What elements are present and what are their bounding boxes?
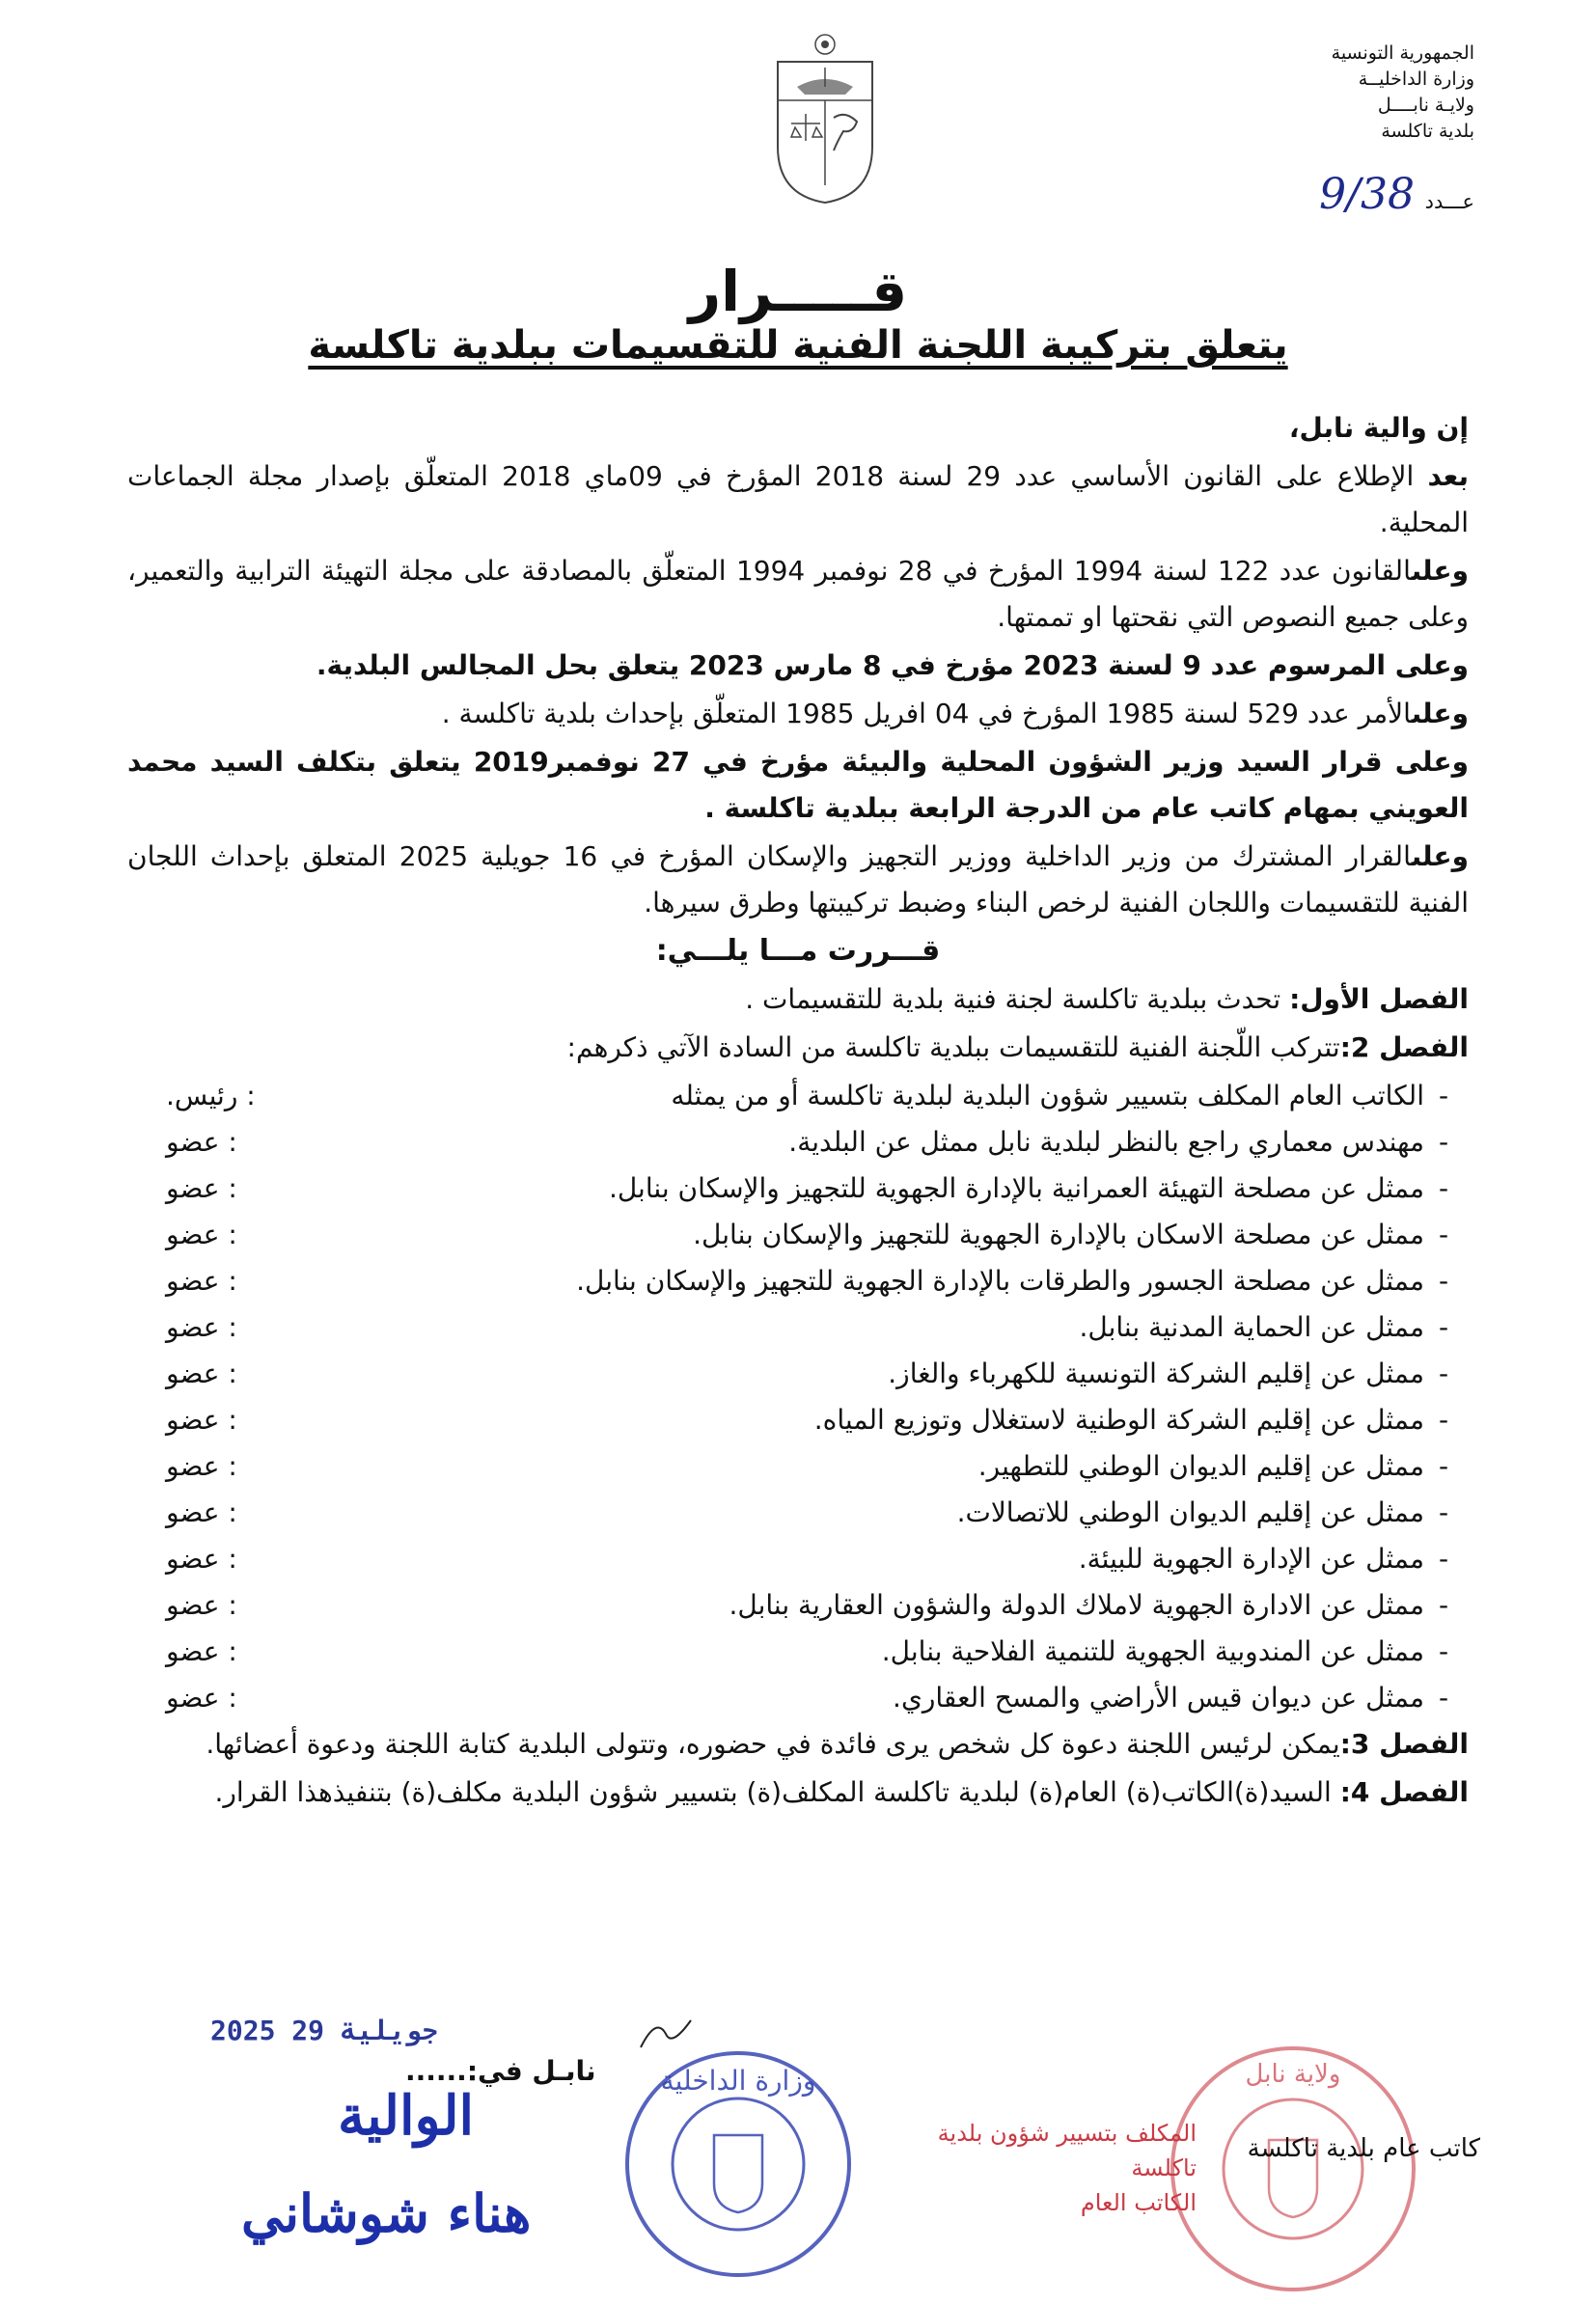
- chapter-4: الفصل 4: السيد(ة)الكاتب(ة) العام(ة) لبلدية تاكلسة المكلف(ة) بتسيير شؤون البلدية مكلف(ة) بتنفيذهذا القرار.: [214, 1776, 1469, 1808]
- secretary-stamp-line-2: الكاتب العام: [1080, 2189, 1197, 2216]
- date-stamp: 2025 جويلية 29: [210, 2015, 439, 2046]
- secretary-stamp-line-1: المكلف بتسيير شؤون بلدية تاكلسة: [937, 2120, 1197, 2181]
- preamble-5: وعلى قرار السيد وزير الشؤون المحلية والبيئة مؤرخ في 27 نوفمبر2019 يتعلق بتكلف السيد محمد العويني بمهام كاتب عام من الدرجة الرابعة ببلدية تاكلسة .: [127, 746, 1470, 824]
- list-item: - ممثل عن مصلحة الجسور والطرقات بالإدارة الجهوية للتجهيز والإسكان بنابل. : عضو: [166, 1265, 1449, 1297]
- list-item: - ممثل عن مصلحة التهيئة العمرانية بالإدارة الجهوية للتجهيز والإسكان بنابل. : عضو: [166, 1172, 1449, 1204]
- list-item: - ممثل عن إقليم الشركة التونسية للكهرباء والغاز. : عضو: [166, 1358, 1449, 1389]
- number-value: 9/38: [1319, 170, 1415, 219]
- list-item: - ممثل عن إقليم الشركة الوطنية لاستغلال وتوزيع المياه. : عضو: [166, 1404, 1449, 1436]
- governor-name: هناء شوشاني: [241, 2182, 532, 2244]
- preamble-4: وعلىالأمر عدد 529 لسنة 1985 المؤرخ في 04 افريل 1985 المتعلّق بإحداث بلدية تاكلسة .: [441, 698, 1469, 729]
- list-item: - ممثل عن إقليم الديوان الوطني للاتصالات. : عضو: [166, 1496, 1449, 1528]
- municipality-seal-icon: [1158, 2034, 1428, 2304]
- list-item: - مهندس معماري راجع بالنظر لبلدية نابل ممثل عن البلدية. : عضو: [166, 1126, 1449, 1158]
- svg-text:ولاية نابل: ولاية نابل: [1245, 2060, 1341, 2089]
- lead-line: إن والية نابل،: [1288, 412, 1469, 444]
- preamble-3: وعلى المرسوم عدد 9 لسنة 2023 مؤرخ في 8 مارس 2023 يتعلق بحل المجالس البلدية.: [316, 649, 1469, 681]
- municipality-name: بلدية تاكلسة: [1381, 121, 1474, 142]
- list-item: - الكاتب العام المكلف بتسيير شؤون البلدية لبلدية تاكلسة أو من يمثله : رئيس.: [166, 1080, 1449, 1111]
- document-header: [1332, 41, 1474, 145]
- list-item: - ممثل عن الحماية المدنية بنابل. : عضو: [166, 1311, 1449, 1343]
- number-label: عـــدد: [1424, 190, 1474, 213]
- ministry-seal-icon: [618, 2043, 859, 2285]
- chapter-2: الفصل 2:تتركب اللّجنة الفنية للتقسيمات ببلدية تاكلسة من السادة الآتي ذكرهم:: [566, 1031, 1469, 1063]
- svg-text:وزارة الداخلية: وزارة الداخلية: [660, 2065, 816, 2097]
- nabeul-date-line: نابـل في:......: [405, 2055, 596, 2087]
- document-body: [127, 405, 1469, 1818]
- list-item: - ممثل عن الادارة الجهوية لاملاك الدولة والشؤون العقارية بنابل. : عضو: [166, 1589, 1449, 1621]
- copy-to-line: كاتب عام بلدية تاكلسة: [1247, 2134, 1480, 2163]
- preamble-2: وعلىالقانون عدد 122 لسنة 1994 المؤرخ في 28 نوفمبر 1994 المتعلّق بالمصادقة على مجلة التهيئة الترابية والتعمير، وعلى جميع النصوص التي نقحتها او تممتها.: [127, 555, 1469, 633]
- preamble-6: وعلىالقرار المشترك من وزير الداخلية ووزير التجهيز والإسكان المؤرخ في 16 جويلية 2025 المتعلق بإحداث اللجان الفنية للتقسيمات واللجان الفنية لرخص البناء وضبط تركيبتها وطرق سيرها.: [127, 840, 1469, 919]
- republic-name: الجمهورية التونسية: [1331, 42, 1474, 64]
- list-item: - ممثل عن المندوبية الجهوية للتنمية الفلاحية بنابل. : عضو: [166, 1635, 1449, 1667]
- list-item: - ممثل عن الإدارة الجهوية للبيئة. : عضو: [166, 1543, 1449, 1575]
- chapter-3: الفصل 3:يمكن لرئيس اللجنة دعوة كل شخص يرى فائدة في حضوره، وتتولى البلدية كتابة اللجنة ودعوة أعضائها.: [206, 1728, 1469, 1760]
- members-list: [127, 1073, 1469, 1721]
- tunisia-coat-of-arms-icon: [768, 31, 882, 205]
- ministry-name: وزارة الداخليــة: [1358, 69, 1474, 90]
- secretary-stamp: [888, 2116, 1197, 2220]
- governor-title: الوالية: [338, 2084, 475, 2148]
- list-item: - ممثل عن إقليم الديوان الوطني للتطهير. : عضو: [166, 1450, 1449, 1482]
- decision-heading: قـــررت مـــا يلـــي:: [655, 934, 941, 968]
- governorate-name: ولايـة نابــــل: [1377, 95, 1474, 116]
- document-number: [1319, 170, 1474, 219]
- preamble-1: بعد الإطلاع على القانون الأساسي عدد 29 لسنة 2018 المؤرخ في 09ماي 2018 المتعلّق بإصدار مجلة الجماعات المحلية.: [127, 460, 1469, 538]
- list-item: - ممثل عن ديوان قيس الأراضي والمسح العقاري. : عضو: [166, 1682, 1449, 1714]
- document-title: قـــــرار: [688, 259, 908, 324]
- list-item: - ممثل عن مصلحة الاسكان بالإدارة الجهوية للتجهيز والإسكان بنابل. : عضو: [166, 1219, 1449, 1250]
- document-subtitle: يتعلق بتركيبة اللجنة الفنية للتقسيمات ببلدية تاكلسة: [308, 323, 1288, 368]
- chapter-1: الفصل الأول: تحدث ببلدية تاكلسة لجنة فنية بلدية للتقسيمات .: [745, 983, 1469, 1015]
